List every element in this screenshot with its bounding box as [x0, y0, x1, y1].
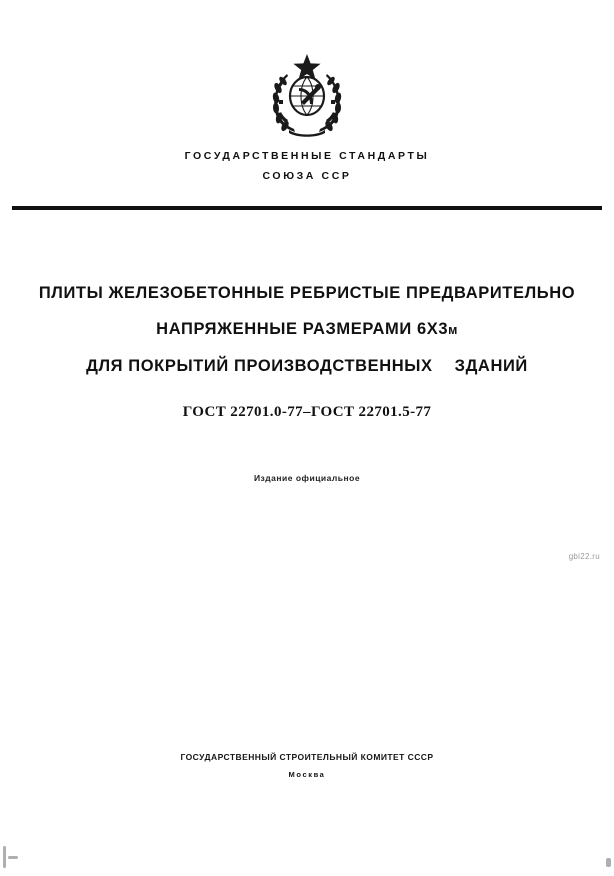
scan-artifact-bottom-left — [8, 856, 18, 859]
emblem-container — [0, 44, 614, 140]
title-line-2-main: НАПРЯЖЕННЫЕ РАЗМЕРАМИ 6Х3 — [156, 320, 449, 338]
horizontal-rule — [12, 206, 602, 210]
standard-numbers: ГОСТ 22701.0-77–ГОСТ 22701.5-77 — [182, 404, 432, 420]
title-line-2-unit: м — [448, 323, 458, 337]
watermark-text: gbi22.ru — [568, 552, 600, 561]
footer-city: Москва — [288, 770, 326, 779]
title-line-2 — [0, 320, 614, 339]
title-line-3-part-a: ДЛЯ ПОКРЫТИЙ ПРОИЗВОДСТВЕННЫХ — [86, 357, 433, 375]
title-line-1: ПЛИТЫ ЖЕЛЕЗОБЕТОННЫЕ РЕБРИСТЫЕ ПРЕДВАРИТЕЛЬНО — [38, 284, 576, 302]
title-line-3-part-b: ЗДАНИЙ — [454, 357, 528, 375]
title-line-3 — [0, 357, 614, 376]
header-line-ussr: СОЮЗА ССР — [262, 170, 352, 182]
ussr-state-emblem-icon — [261, 44, 353, 140]
footer-organization: ГОСУДАРСТВЕННЫЙ СТРОИТЕЛЬНЫЙ КОМИТЕТ СССР — [180, 752, 434, 762]
edition-note: Издание официальное — [253, 473, 361, 483]
header-line-state-standards: ГОСУДАРСТВЕННЫЕ СТАНДАРТЫ — [184, 150, 430, 162]
scan-artifact-left — [3, 846, 6, 868]
scan-artifact-bottom-right — [606, 858, 611, 867]
